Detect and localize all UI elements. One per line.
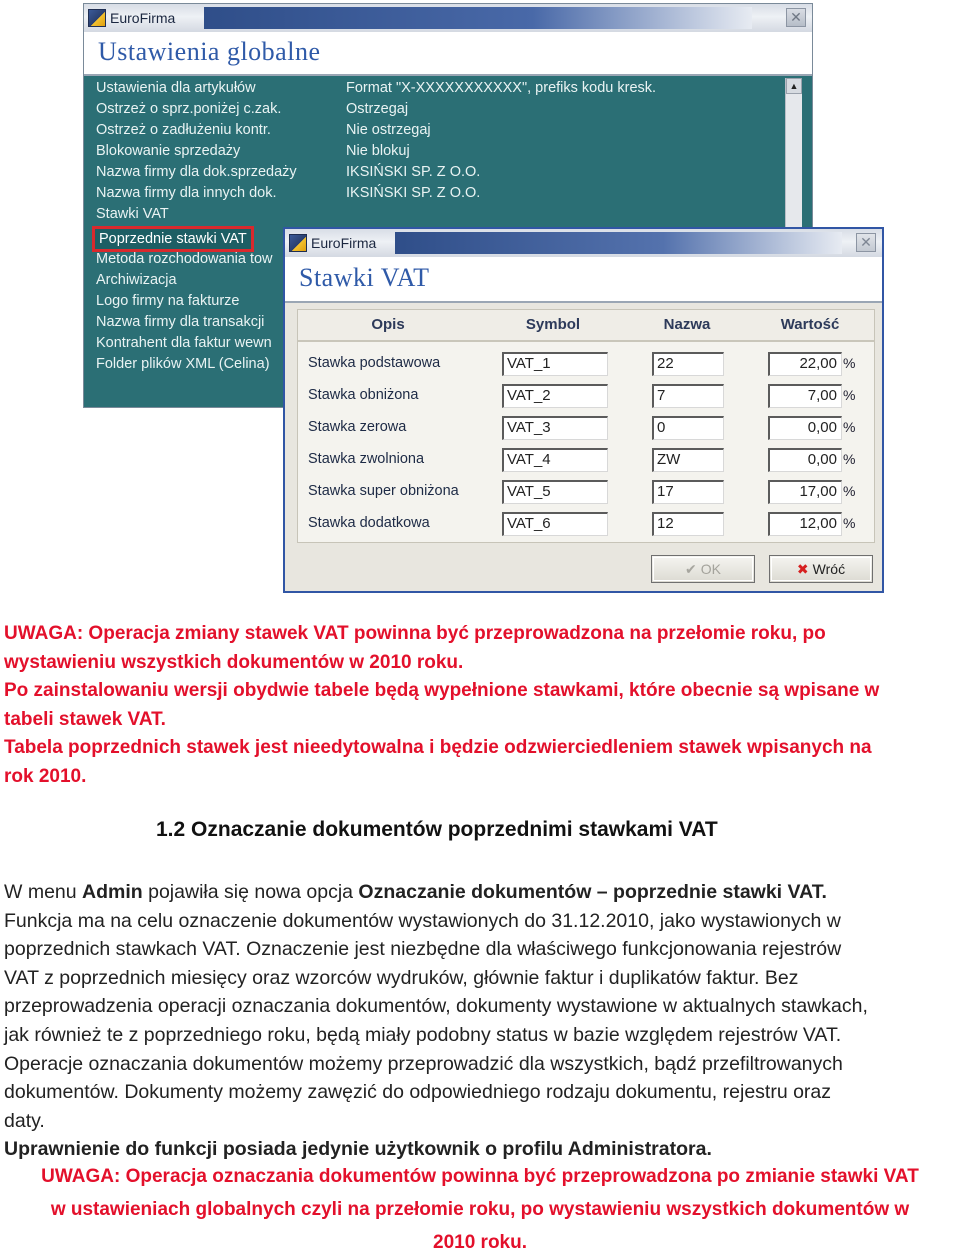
column-header-symbol: Symbol [478, 310, 629, 342]
setting-value: Nie blokuj [346, 143, 410, 159]
table-row [298, 412, 874, 444]
setting-value: IKSIŃSKI SP. Z O.O. [346, 164, 481, 180]
table-row [298, 444, 874, 476]
title-bar-fill [204, 7, 752, 29]
paragraph-line: poprzednich stawkach VAT. Oznaczenie jest niezbędne dla właściwego funkcjonowania rejestrów [4, 938, 842, 961]
back-button-label: Wróć [812, 561, 846, 577]
app-title: EuroFirma [110, 10, 176, 26]
close-x-icon: ✖ [796, 561, 809, 577]
window-heading [285, 257, 882, 303]
warning-block-1 [4, 620, 956, 791]
paragraph-line: jak również te z poprzedniego roku, będą miały podobny status w bazie względem rejestrów VAT. [4, 1023, 842, 1046]
setting-label: Logo firmy na fakturze [96, 293, 240, 309]
percent-unit: % [843, 387, 856, 403]
title-bar-fill [395, 232, 842, 254]
rate-description: Stawka obniżona [308, 387, 419, 403]
settings-row-company-name-sales[interactable] [92, 162, 782, 183]
rate-description: Stawka zerowa [308, 419, 407, 435]
paragraph-line: przeprowadzenia operacji oznaczania dokumentów, dokumenty wystawione w aktualnych stawkach, [4, 995, 868, 1018]
value-field[interactable]: 7,00 [768, 384, 842, 408]
warning-line: UWAGA: Operacja oznaczania dokumentów powinna być przeprowadzona po zmianie stawki VAT [41, 1166, 919, 1187]
warning-line: rok 2010. [4, 765, 87, 787]
symbol-field[interactable]: VAT_1 [502, 352, 608, 376]
value-field[interactable]: 17,00 [768, 480, 842, 504]
menu-admin: Admin [82, 881, 143, 903]
warning-line: 2010 roku. [433, 1232, 527, 1253]
table-row [298, 348, 874, 380]
table-row [298, 508, 874, 540]
menu-prefix: W menu [4, 881, 83, 903]
setting-label: Nazwa firmy dla transakcji [96, 314, 265, 330]
name-field[interactable]: 17 [652, 480, 724, 504]
permission-note: Uprawnienie do funkcji posiada jedynie użytkownik o profilu Administratora. [4, 1138, 712, 1161]
settings-row-sales-blocking[interactable] [92, 141, 782, 162]
warning-line: UWAGA: Operacja zmiany stawek VAT powinna być przeprowadzona na przełomie roku, po [4, 623, 826, 644]
rate-description: Stawka dodatkowa [308, 515, 430, 531]
setting-label: Stawki VAT [96, 206, 169, 222]
name-field[interactable]: 0 [652, 416, 724, 440]
warning-line: tabeli stawek VAT. [4, 708, 166, 730]
app-logo-icon [289, 234, 307, 252]
menu-option: Oznaczanie dokumentów – poprzednie stawki VAT. [358, 881, 827, 903]
ok-button-label: OK [700, 561, 721, 577]
setting-label-highlighted: Poprzednie stawki VAT [92, 226, 254, 252]
percent-unit: % [843, 451, 856, 467]
percent-unit: % [843, 483, 856, 499]
name-field[interactable]: 7 [652, 384, 724, 408]
ok-button[interactable] [651, 555, 755, 583]
setting-value: Ostrzegaj [346, 101, 409, 117]
paragraph-line-1 [4, 878, 956, 907]
setting-label: Folder plików XML (Celina) [96, 356, 270, 372]
close-icon[interactable]: ✕ [786, 8, 806, 27]
close-icon[interactable]: ✕ [856, 233, 876, 252]
percent-unit: % [843, 515, 856, 531]
back-button[interactable] [769, 555, 873, 583]
value-field[interactable]: 0,00 [768, 448, 842, 472]
column-header-wartosc: Wartość [746, 310, 874, 342]
table-row [298, 476, 874, 508]
settings-row-vat-rates[interactable] [92, 204, 782, 225]
paragraph-line: daty. [4, 1109, 45, 1132]
paragraph-line: Funkcja ma na celu oznaczenie dokumentów wystawionych do 31.12.2010, jako wystawionych w [4, 909, 841, 932]
vat-rates-table [297, 309, 875, 543]
setting-label: Metoda rozchodowania tow [96, 251, 273, 267]
page-title: Stawki VAT [299, 263, 430, 292]
paragraph-line: VAT z poprzednich miesięcy oraz wzorców wydruków, głównie faktur i duplikatów faktur. Bez [4, 966, 799, 989]
value-field[interactable]: 12,00 [768, 512, 842, 536]
title-bar[interactable] [84, 4, 812, 33]
value-field[interactable]: 0,00 [768, 416, 842, 440]
setting-value: Format "X-XXXXXXXXXXX", prefiks kodu kresk. [346, 80, 657, 96]
setting-label: Archiwizacja [96, 272, 177, 288]
title-bar[interactable] [285, 229, 882, 258]
setting-label: Kontrahent dla faktur wewn [96, 335, 272, 351]
rate-description: Stawka super obniżona [308, 483, 459, 499]
symbol-field[interactable]: VAT_6 [502, 512, 608, 536]
app-logo-icon [88, 9, 106, 27]
scroll-up-icon[interactable]: ▲ [786, 78, 802, 94]
setting-label: Ostrzeż o zadłużeniu kontr. [96, 122, 271, 138]
name-field[interactable]: 12 [652, 512, 724, 536]
menu-mid: pojawiła się nowa opcja [142, 881, 359, 903]
warning-line: wystawieniu wszystkich dokumentów w 2010 roku. [4, 651, 464, 673]
symbol-field[interactable]: VAT_5 [502, 480, 608, 504]
section-heading: 1.2 Oznaczanie dokumentów poprzednimi stawkami VAT [156, 818, 718, 841]
symbol-field[interactable]: VAT_2 [502, 384, 608, 408]
paragraph-line: Operacje oznaczania dokumentów możemy przeprowadzić dla wszystkich, bądź przefiltrowanych [4, 1052, 843, 1075]
name-field[interactable]: 22 [652, 352, 724, 376]
setting-label: Nazwa firmy dla dok.sprzedaży [96, 164, 297, 180]
column-header-nazwa: Nazwa [628, 310, 747, 342]
setting-label: Ostrzeż o sprz.poniżej c.zak. [96, 101, 282, 117]
body-paragraph [4, 878, 956, 1164]
page-title: Ustawienia globalne [98, 37, 321, 66]
settings-row-articles[interactable] [92, 78, 782, 99]
value-field[interactable]: 22,00 [768, 352, 842, 376]
settings-row-warn-below-cost[interactable] [92, 99, 782, 120]
rate-description: Stawka podstawowa [308, 355, 441, 371]
setting-value: IKSIŃSKI SP. Z O.O. [346, 185, 481, 201]
check-icon: ✔ [685, 561, 697, 577]
column-header-opis: Opis [298, 310, 479, 342]
setting-label: Ustawienia dla artykułów [96, 80, 256, 96]
warning-line: Tabela poprzednich stawek jest nieedytowalna i będzie odzwierciedleniem stawek wpisanych na [4, 737, 872, 758]
symbol-field[interactable]: VAT_4 [502, 448, 608, 472]
setting-label: Nazwa firmy dla innych dok. [96, 185, 277, 201]
app-title: EuroFirma [311, 235, 377, 251]
name-field[interactable]: ZW [652, 448, 724, 472]
percent-unit: % [843, 355, 856, 371]
vat-rates-window [283, 227, 884, 593]
settings-row-company-name-other[interactable] [92, 183, 782, 204]
window-heading [84, 32, 812, 76]
setting-value: Nie ostrzegaj [346, 122, 431, 138]
settings-row-warn-debt[interactable] [92, 120, 782, 141]
warning-line: w ustawieniach globalnych czyli na przełomie roku, po wystawieniu wszystkich dokumentów w [50, 1199, 910, 1220]
rate-description: Stawka zwolniona [308, 451, 425, 467]
paragraph-line: dokumentów. Dokumenty możemy zawęzić do odpowiedniego rodzaju dokumentu, rejestru oraz [4, 1081, 832, 1104]
percent-unit: % [843, 419, 856, 435]
warning-line: Po zainstalowaniu wersji obydwie tabele będą wypełnione stawkami, które obecnie są wpisane w [4, 680, 880, 701]
table-row [298, 380, 874, 412]
symbol-field[interactable]: VAT_3 [502, 416, 608, 440]
warning-block-2 [0, 1160, 960, 1259]
setting-label: Blokowanie sprzedaży [96, 143, 241, 159]
